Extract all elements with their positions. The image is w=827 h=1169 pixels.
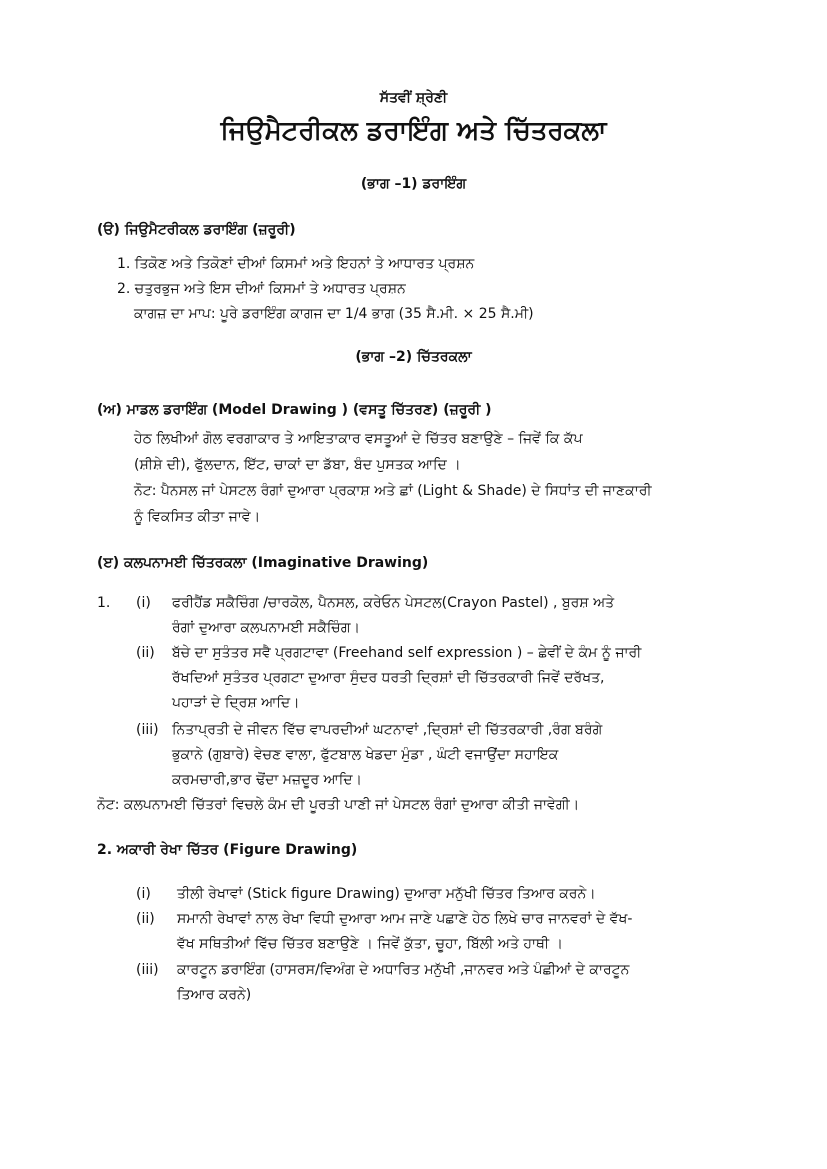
list-item: ਭੁਕਾਨੇ (ਗੁਬਾਰੇ) ਵੇਚਣ ਵਾਲਾ, ਫੁੱਟਬਾਲ ਖੇਡਦਾ ਮੁੰਡਾ , ਘੰਟੀ ਵਜਾਉਂਦਾ ਸਹਾਇਕ [172,747,559,763]
list-item: ਸਮਾਨੀ ਰੇਖਾਵਾਂ ਨਾਲ ਰੇਖਾ ਵਿਧੀ ਦੁਆਰਾ ਆਮ ਜਾਣੇ ਪਛਾਣੇ ਹੇਠ ਲਿਖੇ ਚਾਰ ਜਾਨਵਰਾਂ ਦੇ ਵੱਖ- [177,911,633,927]
list-label: (i) [136,886,151,902]
imaginative-note: ਨੋਟ: ਕਲਪਨਾਮਈ ਚਿੱਤਰਾਂ ਵਿਚਲੇ ਕੰਮ ਦੀ ਪੂਰਤੀ ਪਾਣੀ ਜਾਂ ਪੇਸਟਲ ਰੰਗਾਂ ਦੁਆਰਾ ਕੀਤੀ ਜਾਵੇਗੀ। [97,797,580,813]
model-drawing-heading: (ਅ) ਮਾਡਲ ਡਰਾਇੰਗ (Model Drawing ) (ਵਸਤੂ ਚਿੱਤਰਣ) (ਜ਼ਰੂਰੀ ) [97,402,492,418]
list-item: 1. ਤਿਕੋਣ ਅਤੇ ਤਿਕੋਣਾਂ ਦੀਆਂ ਕਿਸਮਾਂ ਅਤੇ ਇਹਨਾਂ ਤੇ ਆਧਾਰਤ ਪ੍ਰਸ਼ਨ [117,256,475,272]
class-label: ਸੱਤਵੀਂ ਸ਼੍ਰੇਣੀ [379,90,448,106]
paper-size-text: ਕਾਗਜ਼ ਦਾ ਮਾਪ: ਪੂਰੇ ਡਰਾਇੰਗ ਕਾਗਜ ਦਾ 1/4 ਭਾਗ (35 ਸੈ.ਮੀ. × 25 ਸੈ.ਮੀ) [134,306,534,322]
paragraph-line: ਨੂੰ ਵਿਕਸਿਤ ਕੀਤਾ ਜਾਵੇ। [134,509,261,525]
page-title: ਜਿਉਮੈਟਰੀਕਲ ਡਰਾਇੰਗ ਅਤੇ ਚਿੱਤਰਕਲਾ [220,116,607,146]
paragraph-line: (ਸ਼ੀਸ਼ੇ ਦੀ), ਫੁੱਲਦਾਨ, ਇੱਟ, ਚਾਕਾਂ ਦਾ ਡੱਬਾ, ਬੰਦ ਪੁਸਤਕ ਆਦਿ । [134,457,461,473]
list-item: ਕਾਰਟੂਨ ਡਰਾਇੰਗ (ਹਾਸਰਸ/ਵਿਅੰਗ ਦੇ ਅਧਾਰਿਤ ਮਨੁੱਖੀ ,ਜਾਨਵਰ ਅਤੇ ਪੰਛੀਆਂ ਦੇ ਕਾਰਟੂਨ [177,962,630,978]
list-label: (i) [136,595,151,611]
paragraph-line: ਹੇਠ ਲਿਖੀਆਂ ਗੋਲ ਵਰਗਾਕਾਰ ਤੇ ਆਇਤਾਕਾਰ ਵਸਤੂਆਂ ਦੇ ਚਿੱਤਰ ਬਣਾਉਣੇ – ਜਿਵੇਂ ਕਿ ਕੱਪ [134,431,583,447]
list-item: ਰੰਗਾਂ ਦੁਆਰਾ ਕਲਪਨਾਮਈ ਸਕੈਚਿੰਗ। [172,620,360,636]
list-item: ਤਿਆਰ ਕਰਨੇ) [177,987,252,1003]
list-item: ਬੱਚੇ ਦਾ ਸੁਤੰਤਰ ਸਵੈ ਪ੍ਰਗਟਾਵਾ (Freehand self expression ) – ਛੇਵੀਂ ਦੇ ਕੰਮ ਨੂੰ ਜਾਰੀ [172,645,642,661]
list-item: ਕਰਮਚਾਰੀ,ਭਾਰ ਢੋਂਦਾ ਮਜ਼ਦੂਰ ਆਦਿ। [172,772,362,788]
list-item: ਵੱਖ ਸਥਿਤੀਆਂ ਵਿੱਚ ਚਿੱਤਰ ਬਣਾਉਣੇ । ਜਿਵੇਂ ਕੁੱਤਾ, ਚੂਹਾ, ਬਿੱਲੀ ਅਤੇ ਹਾਥੀ । [177,936,563,952]
list-item: ਪਹਾੜਾਂ ਦੇ ਦ੍ਰਿਸ਼ ਆਦਿ। [172,695,300,711]
list-item: 2. ਚਤੁਰਭੁਜ ਅਤੇ ਇਸ ਦੀਆਂ ਕਿਸਮਾਂ ਤੇ ਅਧਾਰਤ ਪ੍ਰਸ਼ਨ [117,281,406,297]
list-label: (ii) [136,911,155,927]
part2-heading: (ਭਾਗ –2) ਚਿੱਤਰਕਲਾ [355,349,472,365]
list-label: (iii) [136,722,159,738]
note-line: ਨੋਟ: ਪੈਨਸਲ ਜਾਂ ਪੇਸਟਲ ਰੰਗਾਂ ਦੁਆਰਾ ਪ੍ਰਕਾਸ਼ ਅਤੇ ਛਾਂ (Light & Shade) ਦੇ ਸਿਧਾਂਤ ਦੀ ਜਾਣਕਾਰੀ [134,483,652,499]
figure-drawing-heading: 2. ਅਕਾਰੀ ਰੇਖਾ ਚਿੱਤਰ (Figure Drawing) [97,842,358,858]
part1-heading: (ਭਾਗ –1) ਡਰਾਇੰਗ [360,176,467,192]
list-item: ਨਿਤਾਪ੍ਰਤੀ ਦੇ ਜੀਵਨ ਵਿੱਚ ਵਾਪਰਦੀਆਂ ਘਟਨਾਵਾਂ ,ਦ੍ਰਿਸ਼ਾਂ ਦੀ ਚਿੱਤਰਕਾਰੀ ,ਰੰਗ ਬਰੰਗੇ [172,722,603,738]
section-a-heading: (ੳ) ਜਿਉਮੈਟਰੀਕਲ ਡਰਾਇੰਗ (ਜ਼ਰੂਰੀ) [97,222,296,238]
list-item: ਫਰੀਹੈਂਡ ਸਕੈਚਿੰਗ /ਚਾਰਕੋਲ, ਪੈਨਸਲ, ਕਰੇਓਨ ਪੇਸਟਲ(Crayon Pastel) , ਬੁਰਸ਼ ਅਤੇ [172,595,615,611]
list-label: (iii) [136,962,159,978]
list-item: ਤੀਲੀ ਰੇਖਾਵਾਂ (Stick figure Drawing) ਦੁਆਰਾ ਮਨੁੱਖੀ ਚਿੱਤਰ ਤਿਆਰ ਕਰਨੇ। [177,886,596,902]
list-number: 1. [97,595,111,611]
list-item: ਰੱਖਦਿਆਂ ਸੁਤੰਤਰ ਪ੍ਰਗਟਾ ਦੁਆਰਾ ਸੁੰਦਰ ਧਰਤੀ ਦ੍ਰਿਸ਼ਾਂ ਦੀ ਚਿੱਤਰਕਾਰੀ ਜਿਵੇਂ ਦਰੱਖਤ, [172,670,605,686]
list-label: (ii) [136,645,155,661]
imaginative-drawing-heading: (ੲ) ਕਲਪਨਾਮਈ ਚਿੱਤਰਕਲਾ (Imaginative Drawing) [97,555,429,571]
